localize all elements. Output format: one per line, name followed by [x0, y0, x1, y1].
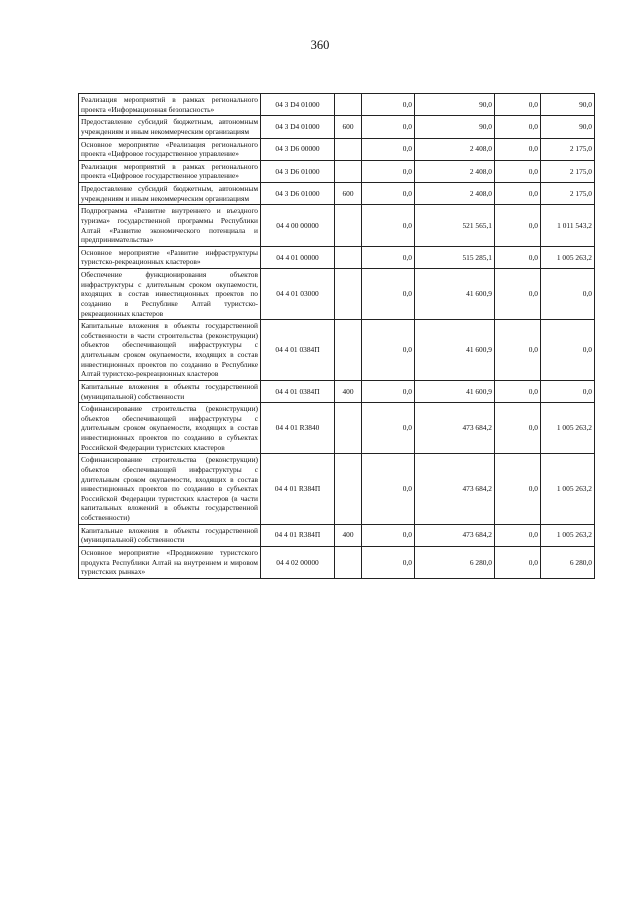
row-code-cell: 04 3 D4 01000: [261, 116, 335, 138]
table-row: [79, 403, 595, 454]
row-value-cell-1: 0,0: [362, 246, 415, 268]
table-row: [79, 546, 595, 578]
row-expense-type-cell: [335, 454, 362, 524]
row-value-cell-1: 0,0: [362, 138, 415, 160]
row-value-cell-1: 0,0: [362, 269, 415, 320]
row-value-cell-4: 1 005 263,2: [541, 524, 595, 546]
row-value-cell-1: 0,0: [362, 524, 415, 546]
row-code-cell: 04 4 01 R384П: [261, 454, 335, 524]
row-code-cell: 04 4 01 R3840: [261, 403, 335, 454]
row-code-cell: 04 4 01 00000: [261, 246, 335, 268]
table-row: [79, 94, 595, 116]
row-code-cell: 04 4 01 0384П: [261, 320, 335, 381]
row-value-cell-1: 0,0: [362, 546, 415, 578]
row-expense-type-cell: [335, 320, 362, 381]
row-value-cell-2: 6 280,0: [415, 546, 495, 578]
row-value-cell-2: 41 600,9: [415, 320, 495, 381]
row-value-cell-4: 2 175,0: [541, 160, 595, 182]
row-name-cell: Основное мероприятие «Продвижение туристского продукта Республики Алтай на внутреннем и мировом туристских рынках»: [79, 546, 261, 578]
row-value-cell-1: 0,0: [362, 94, 415, 116]
table-row: [79, 269, 595, 320]
row-value-cell-4: 1 005 263,2: [541, 246, 595, 268]
row-value-cell-1: 0,0: [362, 116, 415, 138]
row-value-cell-2: 2 408,0: [415, 183, 495, 205]
row-value-cell-2: 90,0: [415, 94, 495, 116]
row-expense-type-cell: [335, 160, 362, 182]
row-name-cell: Реализация мероприятий в рамках регионального проекта «Цифровое государственное управление»: [79, 160, 261, 182]
row-code-cell: 04 4 00 00000: [261, 205, 335, 247]
row-value-cell-4: 2 175,0: [541, 138, 595, 160]
row-value-cell-2: 41 600,9: [415, 269, 495, 320]
row-expense-type-cell: [335, 403, 362, 454]
row-name-cell: Софинансирование строительства (реконструкции) объектов обеспечивающей инфраструктуры с длительным сроком окупаемости, входящих в состав инвестиционных проектов по созданию в субъектах Российской Федерации туристских кластеров: [79, 403, 261, 454]
row-value-cell-2: 521 565,1: [415, 205, 495, 247]
row-value-cell-2: 473 684,2: [415, 524, 495, 546]
row-value-cell-3: 0,0: [495, 269, 541, 320]
row-value-cell-3: 0,0: [495, 380, 541, 402]
table-row: [79, 183, 595, 205]
row-value-cell-4: 0,0: [541, 380, 595, 402]
row-expense-type-cell: 600: [335, 116, 362, 138]
row-value-cell-2: 2 408,0: [415, 138, 495, 160]
table-row: [79, 320, 595, 381]
row-name-cell: Капитальные вложения в объекты государственной (муниципальной) собственности: [79, 524, 261, 546]
budget-table: [78, 93, 595, 579]
row-name-cell: Капитальные вложения в объекты государственной собственности в части строительства (реконструкции) объектов обеспечивающей инфраструктуры с длительным сроком окупаемости, входящих в состав инвестиционных проектов по созданию в Республике Алтай туристско-рекреационных кластеров: [79, 320, 261, 381]
row-value-cell-3: 0,0: [495, 320, 541, 381]
table-row: [79, 138, 595, 160]
row-value-cell-1: 0,0: [362, 160, 415, 182]
row-value-cell-4: 90,0: [541, 116, 595, 138]
table-row: [79, 524, 595, 546]
table-row: [79, 116, 595, 138]
row-code-cell: 04 3 D4 01000: [261, 94, 335, 116]
table-row: [79, 380, 595, 402]
row-value-cell-2: 473 684,2: [415, 454, 495, 524]
row-name-cell: Реализация мероприятий в рамках регионального проекта «Информационная безопасность»: [79, 94, 261, 116]
row-value-cell-4: 2 175,0: [541, 183, 595, 205]
row-value-cell-4: 1 005 263,2: [541, 454, 595, 524]
row-expense-type-cell: [335, 269, 362, 320]
row-value-cell-2: 473 684,2: [415, 403, 495, 454]
row-expense-type-cell: 600: [335, 183, 362, 205]
row-value-cell-3: 0,0: [495, 205, 541, 247]
row-value-cell-1: 0,0: [362, 205, 415, 247]
row-name-cell: Предоставление субсидий бюджетным, автономным учреждениям и иным некоммерческим организациям: [79, 183, 261, 205]
row-value-cell-4: 6 280,0: [541, 546, 595, 578]
row-value-cell-3: 0,0: [495, 183, 541, 205]
row-value-cell-3: 0,0: [495, 403, 541, 454]
row-value-cell-4: 0,0: [541, 269, 595, 320]
table-row: [79, 454, 595, 524]
row-value-cell-1: 0,0: [362, 320, 415, 381]
row-value-cell-3: 0,0: [495, 546, 541, 578]
row-value-cell-3: 0,0: [495, 160, 541, 182]
row-value-cell-2: 515 285,1: [415, 246, 495, 268]
row-value-cell-3: 0,0: [495, 524, 541, 546]
row-expense-type-cell: [335, 205, 362, 247]
row-value-cell-4: 0,0: [541, 320, 595, 381]
row-value-cell-3: 0,0: [495, 246, 541, 268]
row-value-cell-1: 0,0: [362, 403, 415, 454]
budget-table-body: [79, 94, 595, 579]
row-code-cell: 04 4 01 0384П: [261, 380, 335, 402]
row-name-cell: Основное мероприятие «Реализация регионального проекта «Цифровое государственное управление»: [79, 138, 261, 160]
row-code-cell: 04 4 01 03000: [261, 269, 335, 320]
row-expense-type-cell: [335, 246, 362, 268]
row-value-cell-3: 0,0: [495, 454, 541, 524]
row-expense-type-cell: 400: [335, 380, 362, 402]
row-expense-type-cell: [335, 138, 362, 160]
row-code-cell: 04 3 D6 01000: [261, 160, 335, 182]
table-row: [79, 205, 595, 247]
row-code-cell: 04 4 02 00000: [261, 546, 335, 578]
row-value-cell-4: 1 005 263,2: [541, 403, 595, 454]
row-name-cell: Софинансирование строительства (реконструкции) объектов обеспечивающей инфраструктуры с длительным сроком окупаемости, входящих в состав инвестиционных проектов по созданию в субъектах Российской Федерации туристских кластеров (в части капитальных вложений в объекты государственной собственности): [79, 454, 261, 524]
row-value-cell-2: 90,0: [415, 116, 495, 138]
row-value-cell-2: 41 600,9: [415, 380, 495, 402]
row-value-cell-2: 2 408,0: [415, 160, 495, 182]
row-expense-type-cell: 400: [335, 524, 362, 546]
row-value-cell-1: 0,0: [362, 380, 415, 402]
row-value-cell-3: 0,0: [495, 116, 541, 138]
table-row: [79, 160, 595, 182]
row-expense-type-cell: [335, 94, 362, 116]
row-value-cell-4: 90,0: [541, 94, 595, 116]
row-value-cell-3: 0,0: [495, 94, 541, 116]
row-value-cell-1: 0,0: [362, 183, 415, 205]
row-name-cell: Основное мероприятие «Развитие инфраструктуры туристско-рекреационных кластеров»: [79, 246, 261, 268]
row-code-cell: 04 4 01 R384П: [261, 524, 335, 546]
row-code-cell: 04 3 D6 00000: [261, 138, 335, 160]
row-name-cell: Подпрограмма «Развитие внутреннего и въездного туризма» государственной программы Республики Алтай «Развитие экономического потенциала и предпринимательства»: [79, 205, 261, 247]
row-name-cell: Предоставление субсидий бюджетным, автономным учреждениям и иным некоммерческим организациям: [79, 116, 261, 138]
row-name-cell: Капитальные вложения в объекты государственной (муниципальной) собственности: [79, 380, 261, 402]
row-value-cell-3: 0,0: [495, 138, 541, 160]
row-code-cell: 04 3 D6 01000: [261, 183, 335, 205]
row-name-cell: Обеспечение функционирования объектов инфраструктуры с длительным сроком окупаемости, входящих в состав инвестиционных проектов по созданию в Республике Алтай туристско-рекреационных кластеров: [79, 269, 261, 320]
table-row: [79, 246, 595, 268]
page-number: 360: [310, 38, 330, 52]
row-value-cell-4: 1 011 543,2: [541, 205, 595, 247]
row-expense-type-cell: [335, 546, 362, 578]
row-value-cell-1: 0,0: [362, 454, 415, 524]
